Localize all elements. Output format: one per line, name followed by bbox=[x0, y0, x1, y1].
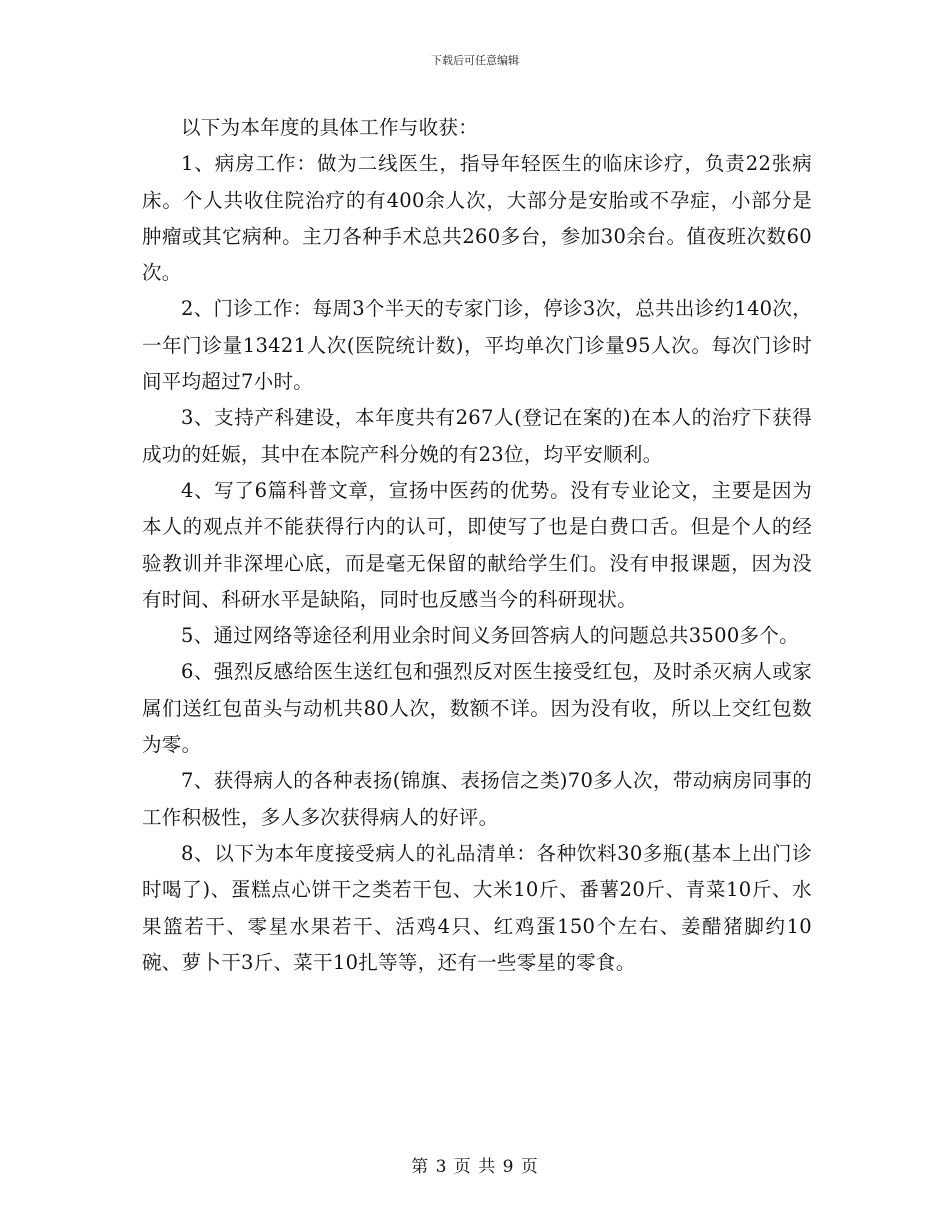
paragraph-obstetrics-support: 3、支持产科建设，本年度共有267人(登记在案的)在本人的治疗下获得成功的妊娠，其中在本院产科分娩的有23位，均平安顺利。 bbox=[142, 406, 812, 466]
intro-paragraph: 以下为本年度的具体工作与收获： bbox=[181, 116, 479, 139]
paragraph-online-answers: 5、通过网络等途径利用业余时间义务回答病人的问题总共3500多个。 bbox=[181, 624, 799, 648]
page-number: 第 3 页 共 9 页 bbox=[411, 1157, 539, 1177]
paragraph-gift-list: 8、以下为本年度接受病人的礼品清单：各种饮料30多瓶(基本上出门诊时喝了)、蛋糕点心饼干之类若干包、大米10斤、番薯20斤、青菜10斤、水果篮若干、零星水果若干、活鸡4只、红鸡蛋150个左右、姜醋猪脚约10碗、萝卜干3斤、菜干10扎等等，还有一些零星的零食。 bbox=[142, 841, 812, 974]
document-body bbox=[142, 110, 812, 981]
page-header: 下载后可任意编辑 bbox=[431, 54, 519, 67]
paragraph-praise: 7、获得病人的各种表扬(锦旗、表扬信之类)70多人次，带动病房同事的工作积极性，多人多次获得病人的好评。 bbox=[142, 769, 812, 829]
paragraph-articles: 4、写了6篇科普文章，宣扬中医药的优势。没有专业论文，主要是因为本人的观点并不能获得行内的认可，即使写了也是白费口舌。但是个人的经验教训并非深埋心底，而是毫无保留的献给学生们。没有申报课题，因为没有时间、科研水平是缺陷，同时也反感当今的科研现状。 bbox=[142, 478, 812, 611]
paragraph-ward-work: 1、病房工作：做为二线医生，指导年轻医生的临床诊疗，负责22张病床。个人共收住院治疗的有400余人次，大部分是安胎或不孕症，小部分是肿瘤或其它病种。主刀各种手术总共260多台，参加30余台。值夜班次数60次。 bbox=[142, 152, 812, 285]
paragraph-outpatient-work: 2、门诊工作：每周3个半天的专家门诊，停诊3次，总共出诊约140次，一年门诊量13421人次(医院统计数)，平均单次门诊量95人次。每次门诊时间平均超过7小时。 bbox=[142, 297, 812, 394]
paragraph-red-envelopes: 6、强烈反感给医生送红包和强烈反对医生接受红包，及时杀灭病人或家属们送红包苗头与动机共80人次，数额不详。因为没有收，所以上交红包数为零。 bbox=[142, 660, 812, 757]
